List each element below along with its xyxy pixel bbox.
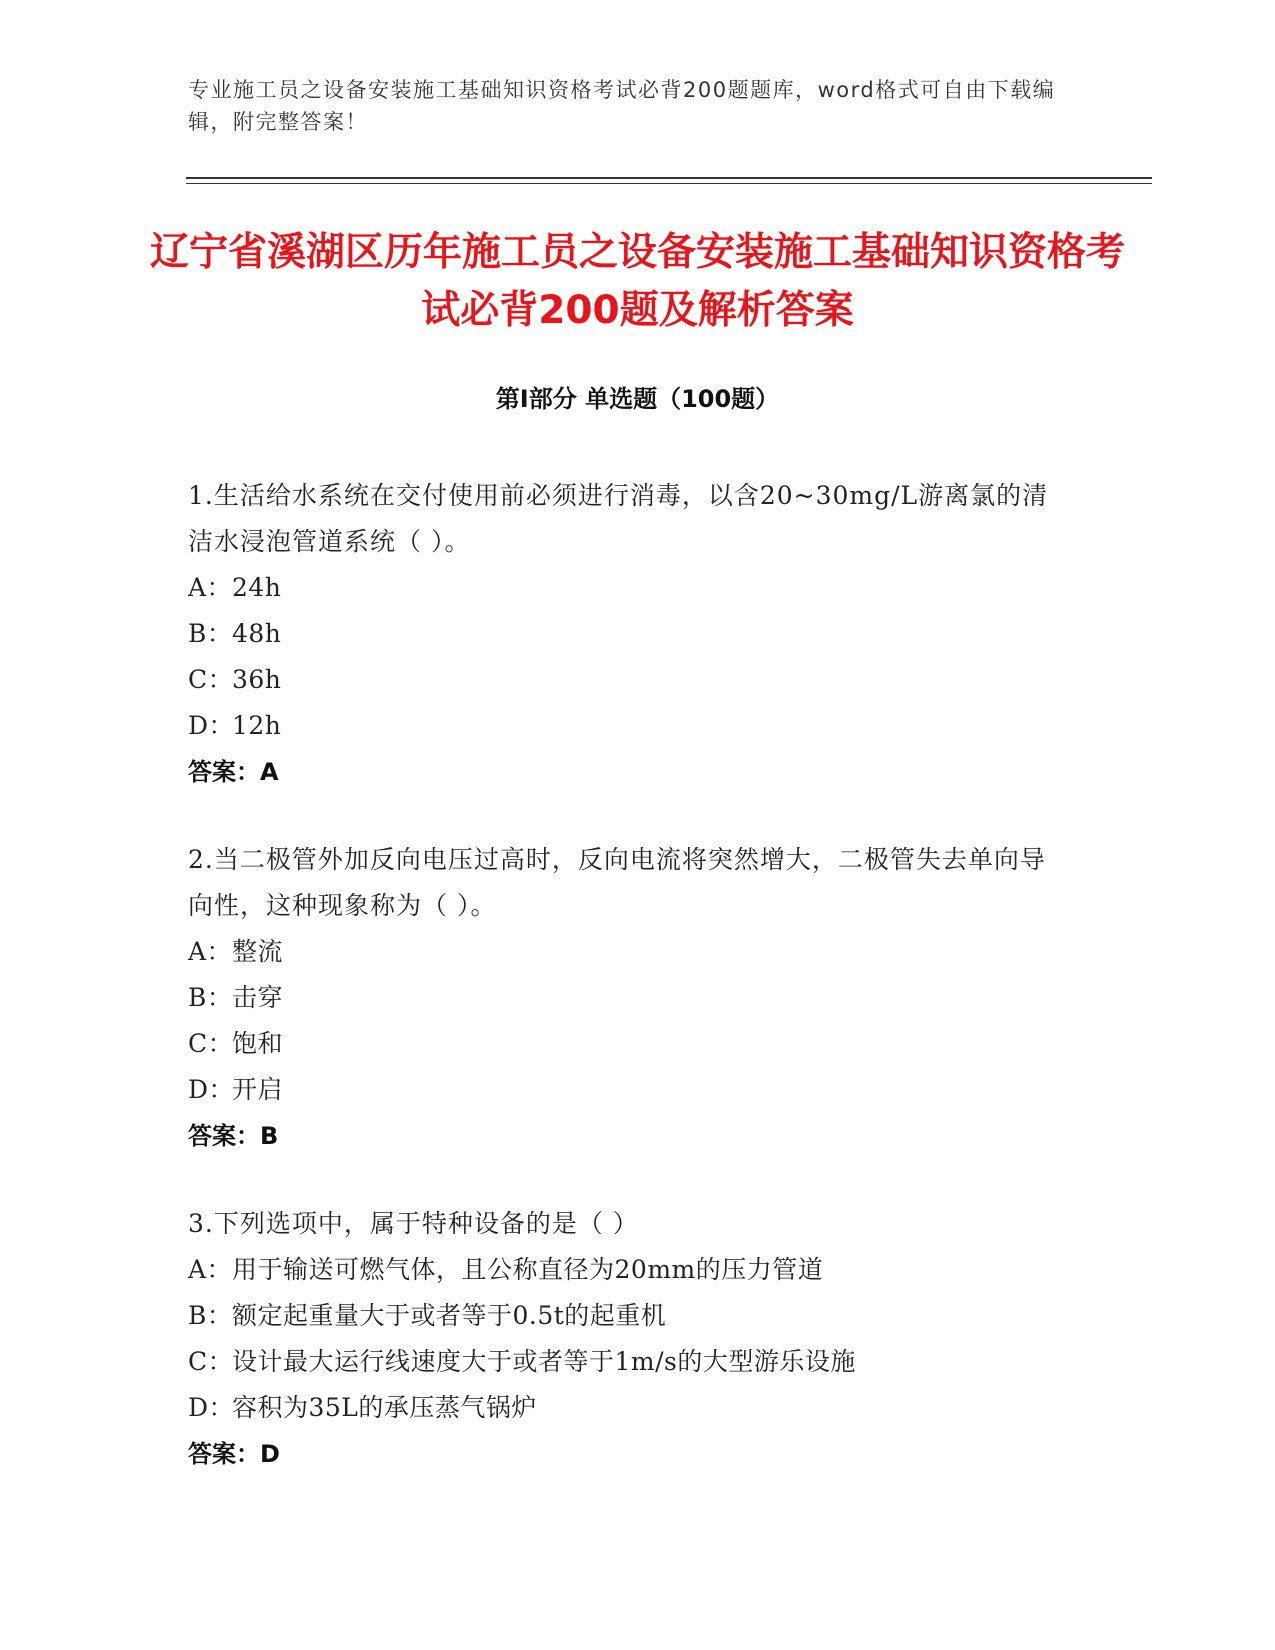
option-key: A： bbox=[188, 573, 233, 602]
option-key: C： bbox=[188, 1347, 234, 1376]
question-3 bbox=[188, 1201, 1068, 1477]
option-b bbox=[188, 1293, 1068, 1339]
question-1 bbox=[188, 473, 1068, 795]
option-c bbox=[188, 657, 1068, 703]
option-d bbox=[188, 1067, 1068, 1113]
option-key: A： bbox=[188, 1255, 233, 1284]
option-text: 容积为35L的承压蒸气锅炉 bbox=[232, 1393, 537, 1422]
option-key: B： bbox=[188, 619, 233, 648]
answer-line: 答案：B bbox=[188, 1122, 279, 1150]
option-text: 饱和 bbox=[232, 1029, 284, 1058]
option-text: 用于输送可燃气体，且公称直径为20mm的压力管道 bbox=[232, 1255, 824, 1284]
option-b bbox=[188, 975, 1068, 1021]
option-key: B： bbox=[188, 1301, 233, 1330]
option-text: 开启 bbox=[232, 1075, 284, 1104]
option-key: A： bbox=[188, 937, 233, 966]
option-a bbox=[188, 929, 1068, 975]
question-stem: 3.下列选项中，属于特种设备的是（ ） bbox=[188, 1209, 639, 1238]
option-key: B： bbox=[188, 983, 233, 1012]
answer-line: 答案：D bbox=[188, 1440, 280, 1468]
option-text: 设计最大运行线速度大于或者等于1m/s的大型游乐设施 bbox=[232, 1347, 856, 1376]
header-rule-thick bbox=[186, 177, 1152, 179]
answer-line: 答案：A bbox=[188, 758, 279, 786]
question-stem: 1.生活给水系统在交付使用前必须进行消毒，以含20~30mg/L游离氯的清洁水浸泡管道系统（ ）。 bbox=[188, 481, 1049, 556]
option-a bbox=[188, 1247, 1068, 1293]
option-key: D： bbox=[188, 1393, 235, 1422]
option-text: 整流 bbox=[232, 937, 284, 966]
option-text: 36h bbox=[232, 665, 282, 694]
option-text: 24h bbox=[232, 573, 282, 602]
option-text: 12h bbox=[232, 711, 282, 740]
option-text: 48h bbox=[232, 619, 282, 648]
option-key: C： bbox=[188, 665, 234, 694]
option-b bbox=[188, 611, 1068, 657]
question-stem: 2.当二极管外加反向电压过高时，反向电流将突然增大，二极管失去单向导向性，这种现象称为（ ）。 bbox=[188, 845, 1046, 920]
option-text: 击穿 bbox=[232, 983, 284, 1012]
option-c bbox=[188, 1339, 1068, 1385]
option-a bbox=[188, 565, 1068, 611]
document-title: 辽宁省溪湖区历年施工员之设备安装施工基础知识资格考试必背200题及解析答案 bbox=[150, 230, 1126, 333]
option-key: C： bbox=[188, 1029, 234, 1058]
option-text: 额定起重量大于或者等于0.5t的起重机 bbox=[232, 1301, 667, 1330]
header-rule-thin bbox=[186, 183, 1152, 184]
option-c bbox=[188, 1021, 1068, 1067]
option-key: D： bbox=[188, 1075, 235, 1104]
header-note: 专业施工员之设备安装施工基础知识资格考试必背200题题库，word格式可自由下载编辑，附完整答案！ bbox=[188, 78, 1056, 134]
option-key: D： bbox=[188, 711, 235, 740]
option-d bbox=[188, 703, 1068, 749]
question-2 bbox=[188, 837, 1068, 1159]
option-d bbox=[188, 1385, 1068, 1431]
section-heading: 第Ⅰ部分 单选题（100题） bbox=[495, 385, 780, 413]
